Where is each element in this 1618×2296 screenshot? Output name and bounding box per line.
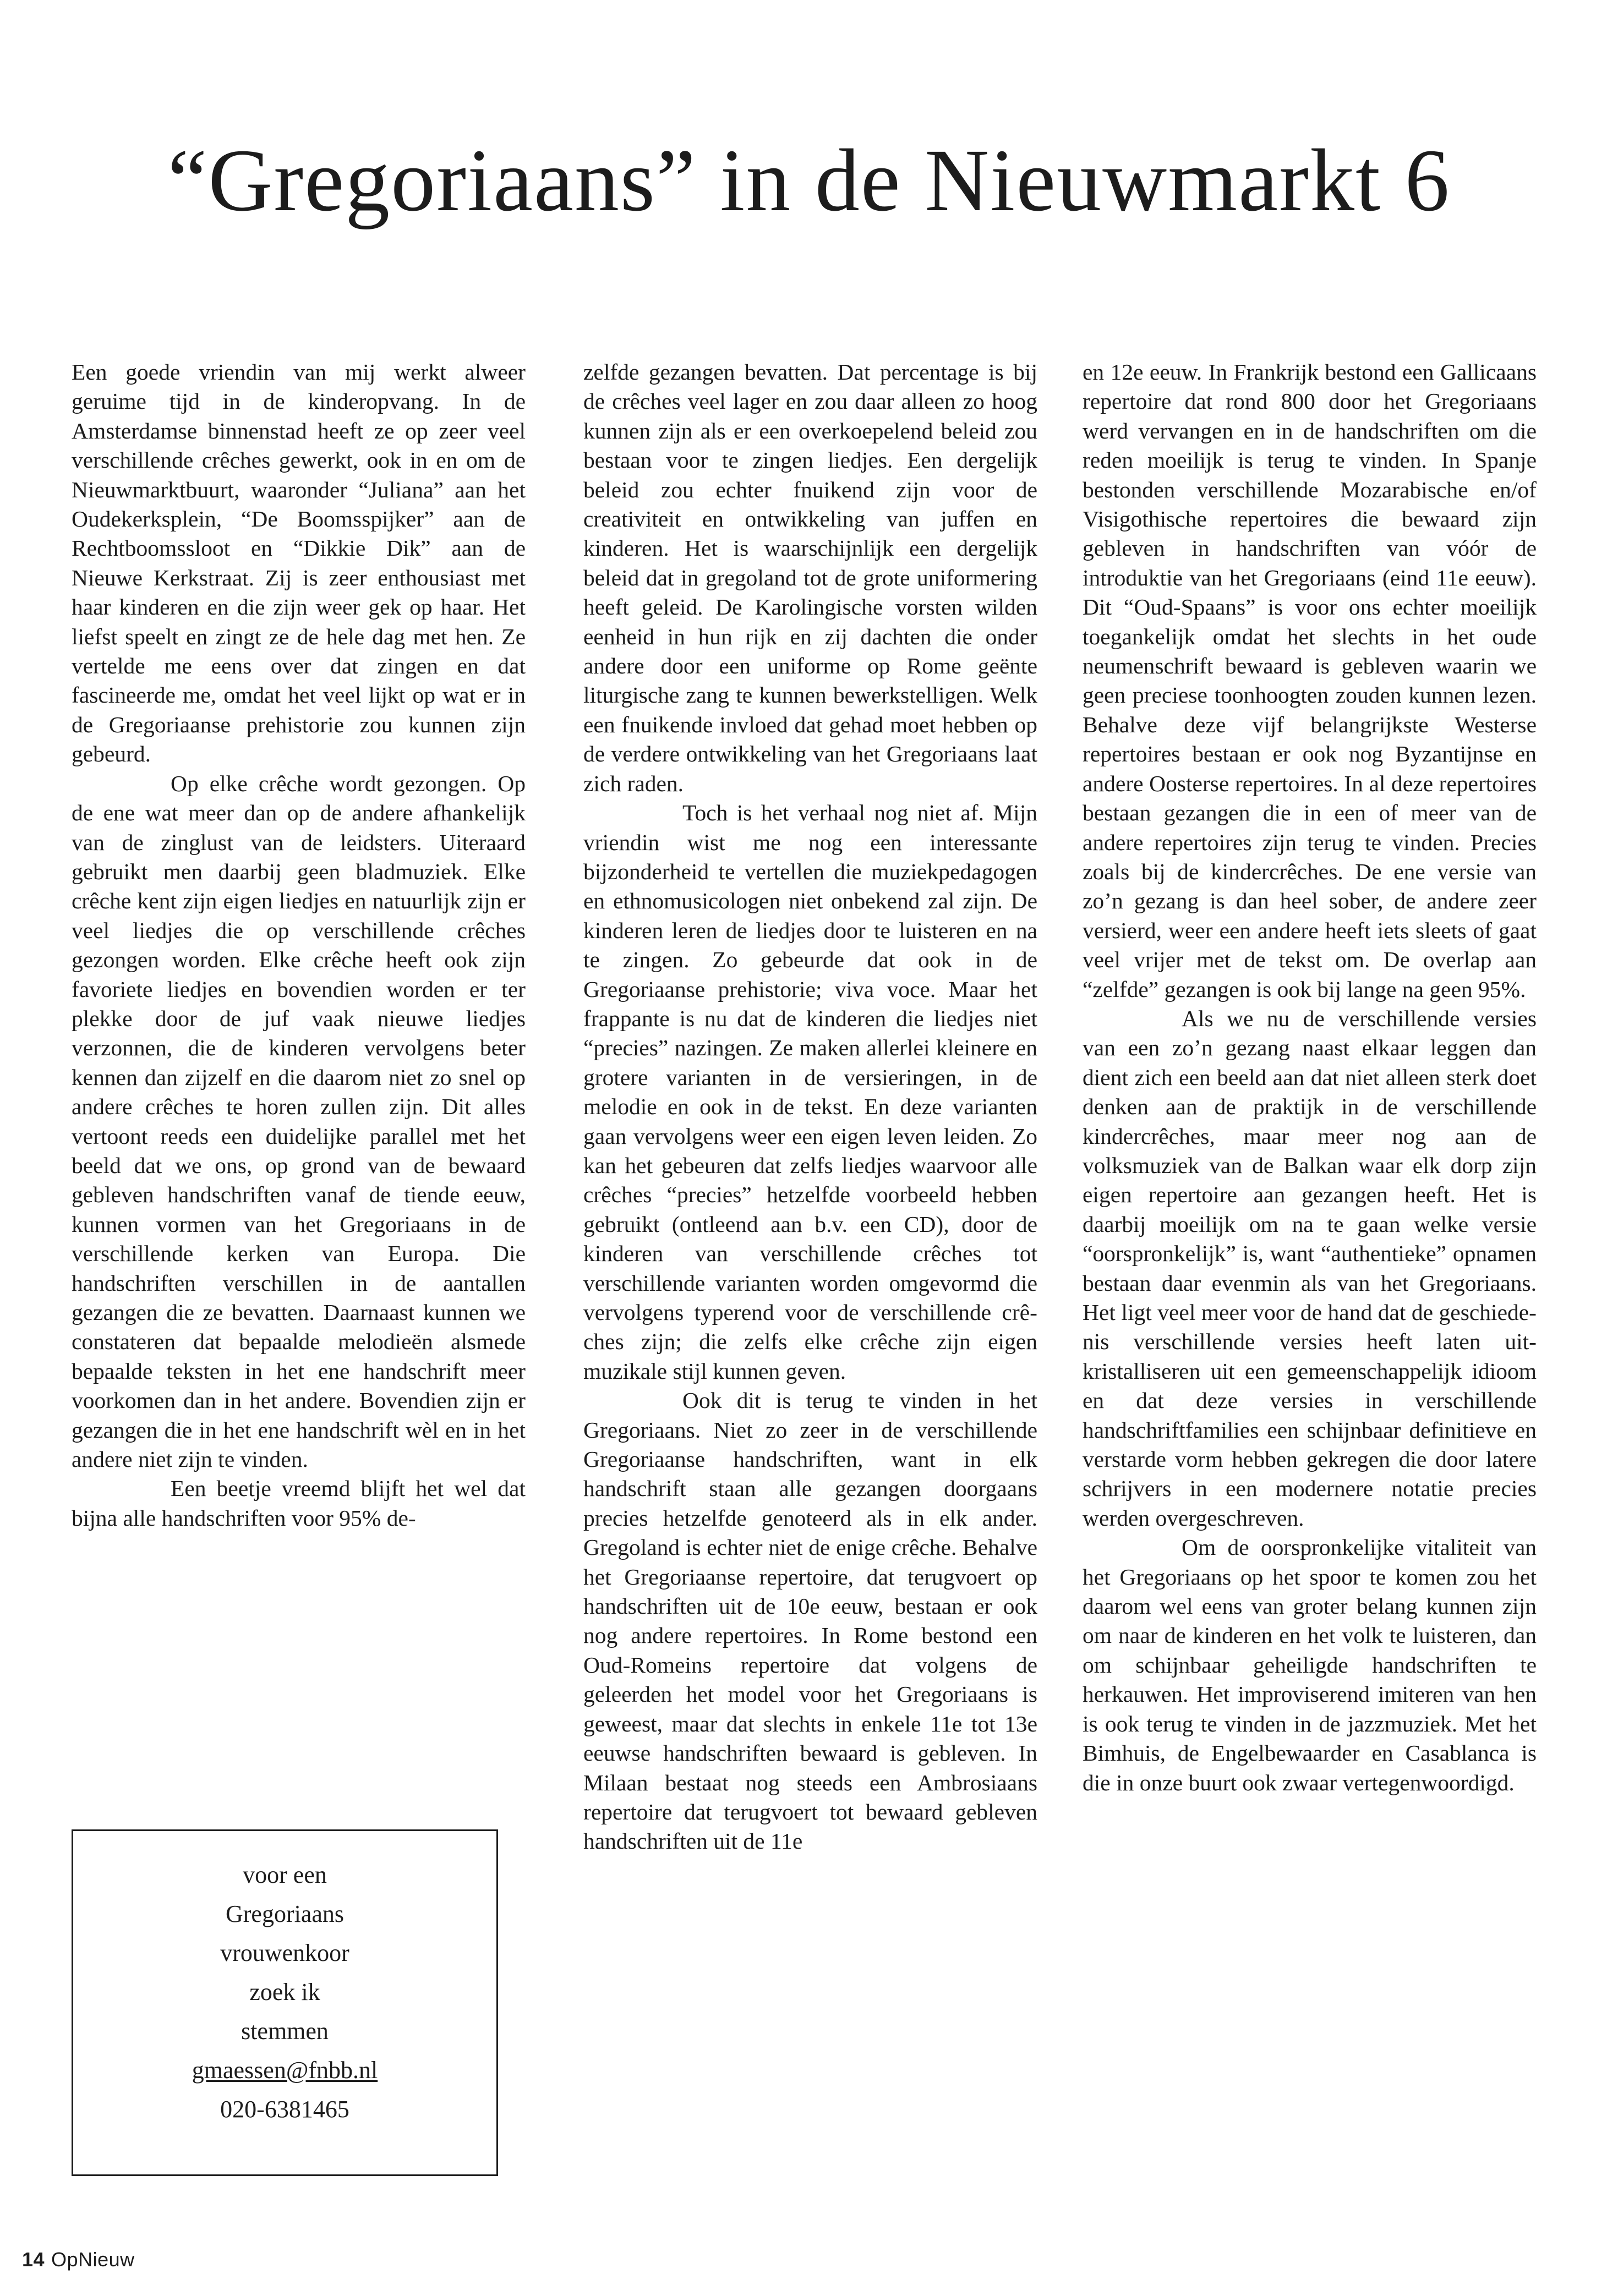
page-footer	[22, 2248, 135, 2271]
ad-line: Gregoriaans	[225, 1900, 344, 1927]
paragraph: Een beetje vreemd blijft het wel dat bijna alle handschriften voor 95% de-	[72, 1476, 526, 1531]
article-column-1	[72, 358, 526, 1533]
publication-name: OpNieuw	[51, 2248, 135, 2271]
ad-line: zoek ik	[249, 1979, 320, 2005]
ad-email-link[interactable]: gmaessen@fnbb.nl	[192, 2057, 378, 2084]
paragraph: Om de oorspronkelijke vitaliteit van het Gregoriaans op het spoor te komen zou het daarom wel eens van groter belang kunnen zijn om naar de kinderen en het volk te luisteren, dan om schijnbaar geheiligde handschriften te herkauwen. Het improviserend imiteren van hen is ook terug te vinden in de jazzmuziek. Met het Bimhuis, de Engelbewaarder en Casablanca is die in onze buurt ook zwaar vertegenwoordigd.	[1083, 1535, 1537, 1795]
page-number: 14	[22, 2248, 45, 2271]
article-column-2	[583, 358, 1037, 1856]
ad-line: stemmen	[241, 2018, 329, 2045]
paragraph: Toch is het verhaal nog niet af. Mijn vriendin wist me nog een interessante bijzonderheid te vertellen die muziekpedagogen en ethnomusicologen niet onbekend zal zijn. De kinderen leren de liedjes door te luisteren en na te zingen. Zo gebeurde dat ook in de Gregoriaanse prehistorie; viva voce. Maar het frappante is nu dat de kinderen die liedjes niet “precies” nazingen. Ze maken allerlei kleinere en grotere varianten in de versieringen, in de melodie en ook in de tekst. En deze varianten gaan vervolgens weer een eigen leven leiden. Zo kan het gebeuren dat zelfs liedjes waarvoor alle crêches “precies” hetzelfde voorbeeld hebben gebruikt (ontleend aan b.v. een CD), door de kinderen van verschillende crêches tot verschillende varianten worden omgevormd die vervolgens typerend voor de verschillende crêches zijn; die zelfs elke crêche zijn eigen muzikale stijl kunnen geven.	[583, 800, 1037, 1384]
article-column-3	[1083, 358, 1537, 1798]
paragraph: zelfde gezangen bevatten. Dat percentage is bij de crêches veel lager en zou daar alleen zo hoog kunnen zijn als er een overkoepelend beleid zou bestaan voor te zingen liedjes. Een dergelijk beleid zou echter fnuikend zijn voor de creativiteit en ontwikkeling van juffen en kinderen. Het is waarschijnlijk een dergelijk beleid dat in gregoland tot de grote uniformering heeft geleid. De Karolingische vorsten wilden eenheid in hun rijk en zij dachten die onder andere door een uniforme op Rome geënte liturgische zang te kunnen bewerkstelligen. Welk een fnuikende invloed dat gehad moet hebben op de verdere ontwikkeling van het Gregoriaans laat zich raden.	[583, 359, 1037, 796]
article-title: “Gregoriaans” in de Nieuwmarkt 6	[167, 131, 1451, 230]
ad-line: voor een	[243, 1861, 327, 1888]
classified-ad-box	[72, 1829, 498, 2176]
paragraph: Een goede vriendin van mij werkt alweer geruime tijd in de kinderopvang. In de Amsterdamse binnenstad heeft ze op zeer veel verschillende crêches gewerkt, ook in en om de Nieuwmarktbuurt, waaronder “Juliana” aan het Oudekerksplein, “De Boomsspijker” aan de Rechtboomssloot en “Dikkie Dik” aan de Nieuwe Kerkstraat. Zij is zeer enthousiast met haar kinderen en die zijn weer gek op haar. Het liefst speelt en zingt ze de hele dag met hen. Ze vertelde me eens over dat zingen en dat fascineerde me, omdat het veel lijkt op wat er in de Gregoriaanse prehistorie zou kunnen zijn gebeurd.	[72, 359, 526, 767]
paragraph: Op elke crêche wordt gezongen. Op de ene wat meer dan op de andere afhankelijk van de zinglust van de leidsters. Uiteraard gebruikt men daarbij geen bladmuziek. Elke crêche kent zijn eigen liedjes en natuurlijk zijn er veel liedjes die op verschillende crêches gezongen worden. Elke crêche heeft ook zijn favoriete liedjes en bovendien worden er ter plekke door de juf vaak nieuwe liedjes verzonnen, die de kinderen vervolgens beter kennen dan zijzelf en die daarom niet zo snel op andere crêches te horen zullen zijn. Dit alles vertoont reeds een duidelijke parallel met het beeld dat we ons, op grond van de bewaard gebleven handschriften vanaf de tiende eeuw, kunnen vormen van het Gregoriaans in de verschillende kerken van Europa. Die handschriften verschillen in de aantallen gezangen die ze bevatten. Daarnaast kunnen we constateren dat bepaalde melodieën alsmede bepaalde teksten in het ene handschrift meer voorkomen dan in het andere. Bovendien zijn er gezangen die in het ene handschrift wèl en in het andere niet zijn te vinden.	[72, 770, 526, 1472]
ad-phone: 020-6381465	[220, 2096, 349, 2123]
ad-line: vrouwenkoor	[220, 1939, 349, 1966]
paragraph: en 12e eeuw. In Frankrijk bestond een Gallicaans repertoire dat rond 800 door het Gregoriaans werd vervangen en in de handschriften om die reden moeilijk is terug te vinden. In Spanje bestonden verschillende Mozarabische en/of Visigothische repertoires die bewaard zijn gebleven in handschriften van vóór de introduktie van het Gregoriaans (eind 11e eeuw). Dit “Oud-Spaans” is voor ons echter moeilijk toegankelijk omdat het slechts in het oude neumenschrift bewaard is gebleven waarin we geen preciese toonhoogten zouden kunnen lezen. Behalve deze vijf belangrijkste Westerse repertoires bestaan er ook nog Byzantijnse en andere Oosterse repertoires. In al deze repertoires bestaan gezangen die in een of meer van de andere repertoires zijn terug te vinden. Precies zoals bij de kindercrêches. De ene versie van zo’n gezang is dan heel sober, de andere zeer versierd, weer een andere heeft iets sleets of gaat veel vrijer met de tekst om. De overlap aan “zelfde” gezangen is ook bij lange na geen 95%.	[1083, 359, 1537, 1002]
paragraph: Ook dit is terug te vinden in het Gregoriaans. Niet zo zeer in de verschillende Gregoriaanse handschriften, want in elk handschrift staan alle gezangen doorgaans precies hetzelfde genoteerd als in elk ander. Gregoland is echter niet de enige crêche. Behalve het Gregoriaanse repertoire, dat terugvoert op handschriften uit de 10e eeuw, bestaan er ook nog andere repertoires. In Rome bestond een Oud-Romeins repertoire dat volgens de geleerden het model voor het Gregoriaans is geweest, maar dat slechts in enkele 11e tot 13e eeuwse handschriften bewaard is gebleven. In Milaan bestaat nog steeds een Ambrosiaans repertoire dat terugvoert tot bewaard gebleven handschriften uit de 11e	[583, 1388, 1037, 1854]
paragraph: Als we nu de verschillende versies van een zo’n gezang naast elkaar leggen dan dient zich een beeld aan dat niet alleen sterk doet denken aan de praktijk in de verschillende kindercrêches, maar meer nog aan de volksmuziek van de Balkan waar elk dorp zijn eigen repertoire aan gezangen heeft. Het is daarbij moeilijk om na te gaan welke versie “oorspronkelijk” is, want “authentieke” opnamen bestaan daar evenmin als van het Gregoriaans. Het ligt veel meer voor de hand dat de geschiedenis verschillende versies heeft laten uitkristalliseren uit een gemeenschappelijk idioom en dat deze versies in verschillende handschriftfamilies een schijnbaar definitieve en verstarde vorm hebben gekregen die door latere schrijvers in een modernere notatie precies werden overgeschreven.	[1083, 1005, 1537, 1531]
